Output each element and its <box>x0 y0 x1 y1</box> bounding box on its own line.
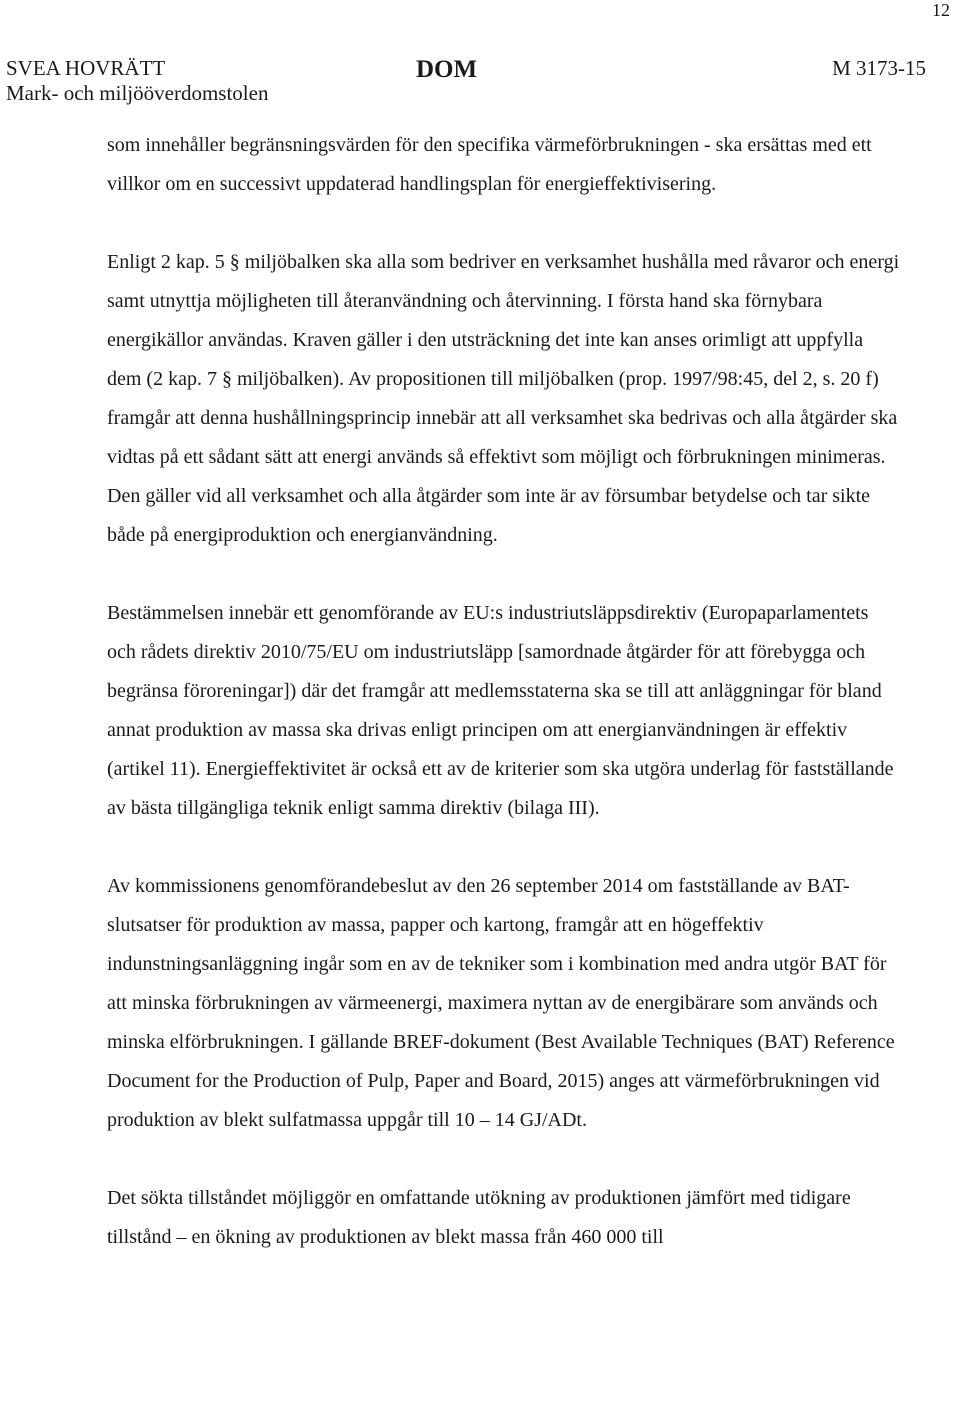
case-number: M 3173-15 <box>832 56 926 80</box>
paragraph: Bestämmelsen innebär ett genomförande av EU:s industriutsläppsdirektiv (Europaparlamentets och rådets direktiv 2010/75/EU om industriutsläpp [samordnade åtgärder för att förebygga och begränsa föroreningar]) där det framgår att medlemsstaterna ska se till att anläggningar för bland annat produktion av massa ska drivas enligt principen om att energianvändningen är effektiv (artikel 11). Energieffektivitet är också ett av de kriterier som ska utgöra underlag för fastställande av bästa tillgängliga teknik enligt samma direktiv (bilaga III). <box>107 602 894 819</box>
court-division: Mark- och miljööverdomstolen <box>6 81 269 105</box>
paragraph: Enligt 2 kap. 5 § miljöbalken ska alla som bedriver en verksamhet hushålla med råvaror och energi samt utnyttja möjligheten till återanvändning och återvinning. I första hand ska förnybara energikällor användas. Kraven gäller i den utsträckning det inte kan anses orimligt att uppfylla dem (2 kap. 7 § miljöbalken). Av propositionen till miljöbalken (prop. 1997/98:45, del 2, s. 20 f) framgår att denna hushållningsprincip innebär att all verksamhet ska bedrivas och alla åtgärder ska vidtas på ett sådant sätt att energi används så effektivt som möjligt och förbrukningen minimeras. Den gäller vid all verksamhet och alla åtgärder som inte är av försumbar betydelse och tar sikte både på energiproduktion och energianvändning. <box>107 251 900 546</box>
document-body <box>107 126 902 1257</box>
paragraph: Av kommissionens genomförandebeslut av den 26 september 2014 om fastställande av BAT-slutsatser för produktion av massa, papper och kartong, framgår att en högeffektiv indunstningsanläggning ingår som en av de tekniker som i kombination med andra utgör BAT för att minska förbrukningen av värmeenergi, maximera nyttan av de energibärare som används och minska elförbrukningen. I gällande BREF-dokument (Best Available Techniques (BAT) Reference Document for the Production of Pulp, Paper and Board, 2015) anges att värmeförbrukningen vid produktion av blekt sulfatmassa uppgår till 10 – 14 GJ/ADt. <box>107 875 895 1131</box>
paragraph: som innehåller begränsningsvärden för den specifika värmeförbrukningen - ska ersättas med ett villkor om en successivt uppdaterad handlingsplan för energieffektivisering. <box>107 134 872 195</box>
document-type: DOM <box>416 56 478 83</box>
page-number: 12 <box>932 0 950 20</box>
document-header <box>6 55 926 107</box>
paragraph: Det sökta tillståndet möjliggör en omfattande utökning av produktionen jämfört med tidigare tillstånd – en ökning av produktionen av blekt massa från 460 000 till <box>107 1187 851 1248</box>
court-name: SVEA HOVRÄTT <box>6 56 166 80</box>
